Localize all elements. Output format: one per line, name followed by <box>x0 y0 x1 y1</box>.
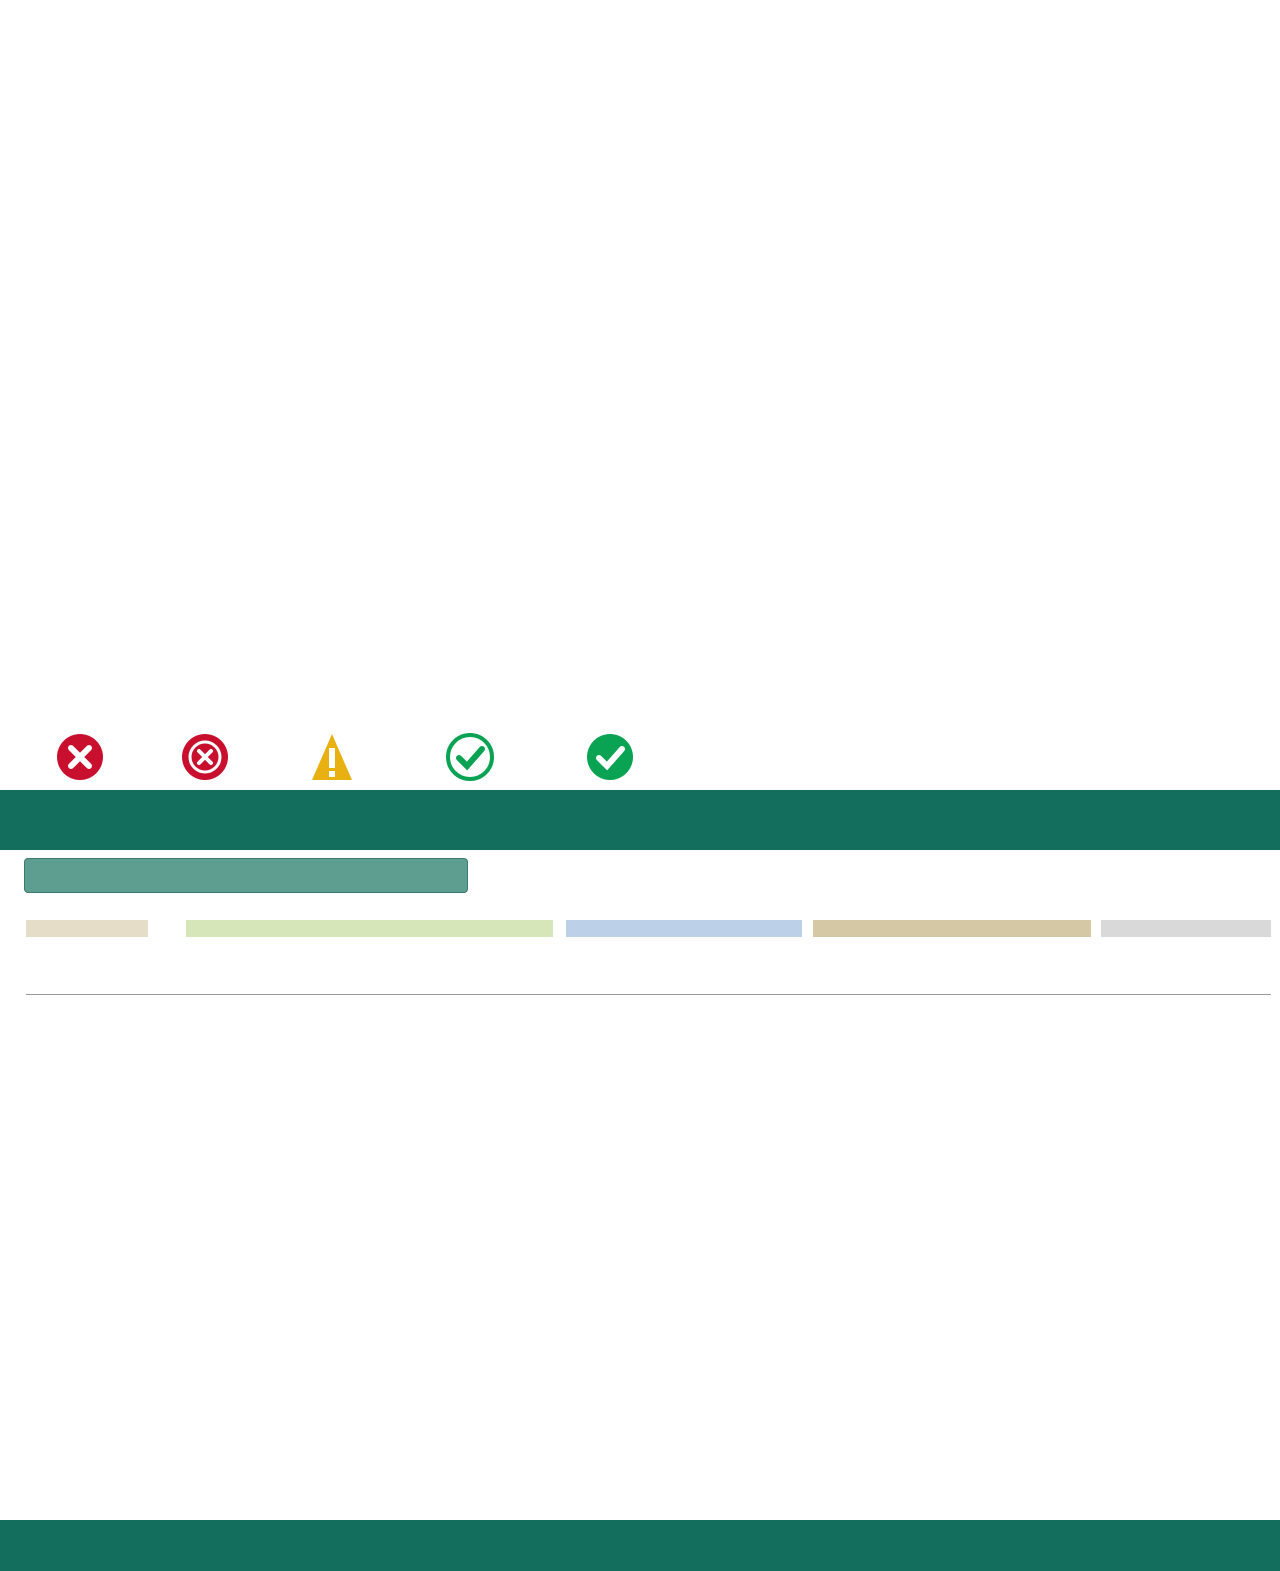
top-banner <box>0 790 1280 850</box>
mercado-header <box>813 920 1091 937</box>
period-header <box>26 920 148 937</box>
bottom-banner <box>0 1520 1280 1571</box>
legend-crisis <box>55 732 111 782</box>
crisis-icon <box>55 732 105 782</box>
legend-crecimiento <box>445 732 493 782</box>
productivo-header <box>566 920 802 937</box>
section-subtitle <box>24 858 468 893</box>
legend-signos <box>180 732 284 782</box>
negocio-header <box>186 920 553 937</box>
index-table <box>0 910 1280 1510</box>
evolucion-header <box>1101 920 1271 937</box>
legend-prosperidad <box>585 732 637 782</box>
warning-icon <box>310 732 354 782</box>
check-outline-icon <box>445 732 495 782</box>
check-filled-icon <box>585 732 635 782</box>
signos-de-crisis-icon <box>180 732 230 782</box>
legend <box>55 732 755 784</box>
legend-advertencia <box>310 732 356 782</box>
